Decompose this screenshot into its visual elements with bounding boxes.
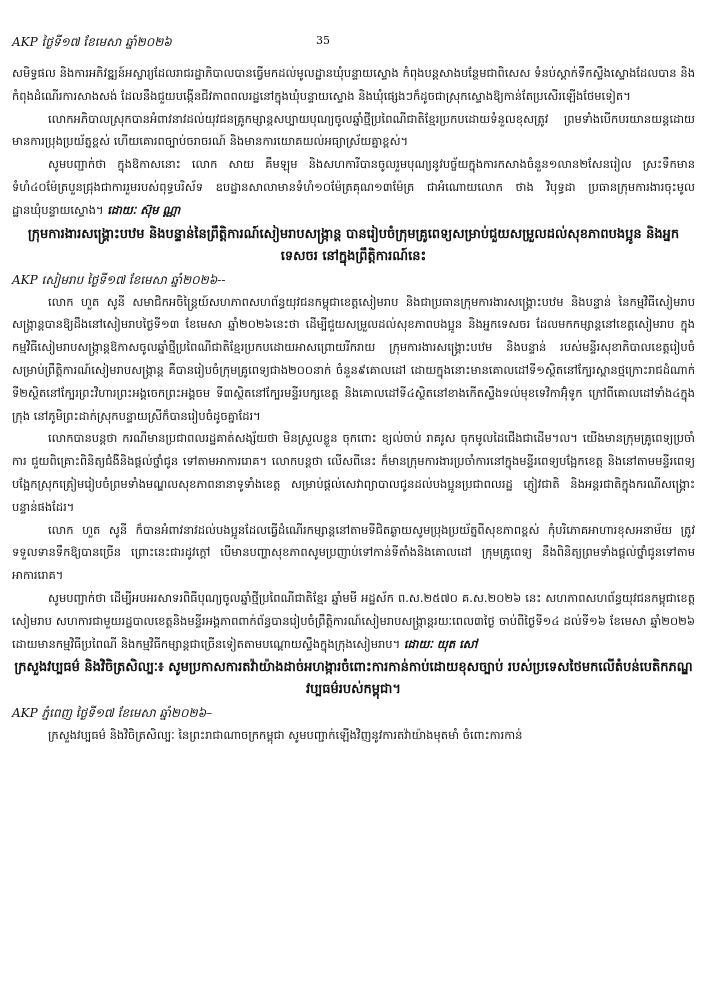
- story2-dateline: AKP សៀមរាប ថ្ងៃទី១៧ ខែមេសា ឆ្នាំ២០២៦--: [12, 272, 226, 287]
- story3-headline: ក្រសួងវប្បធម៌ និងវិចិត្រសិល្បៈ៖ សូមប្រកាសការតវ៉ាយ៉ាងដាច់អហង្ការចំពោះការកាន់កាប់ដោយខុសច្បាប់ របស់ប្រទេសថៃមកលើតំបន់បេតិកភណ្ឌវប្បធម៌របស់កម្ពុជា។: [14, 660, 693, 698]
- page-header: [12, 34, 695, 56]
- story2-paragraph-4-text: សូមបញ្ជាក់ថា ដើម្បីអបអរសាទរពិធីបុណ្យចូលឆ្នាំថ្មីប្រពៃណីជាតិខ្មែរ ឆ្នាំមមី អដ្ឋស័ក ព.ស.២៥៧០ គ.ស.២០២៦ នេះ សហភាពសហព័ន្ធយុវជនកម្ពុជាខេត្តសៀមរាប សហការជាមួយរដ្ឋបាលខេត្តនិងមន្ទីរអង្គភាពពាក់ព័ន្ធបានរៀបចំព្រឹត្តិការណ៍សៀមរាបសង្ក្រាន្តរយៈពេល៣ថ្ងៃ ចាប់ពីថ្ងៃទី១៤ ដល់ទី១៦ ខែមេសា ឆ្នាំ២០២៦ ដោយមានកម្មវិធីប្រពៃណី និងកម្មវិធីកម្សាន្តជាច្រើនទៀតតាមបណ្តោយស្ទឹងក្នុងក្រុងសៀមរាប។: [12, 590, 695, 651]
- story2-headline: ក្រុមការងារសង្គ្រោះបឋម និងបន្ទាន់នៃព្រឹត្តិការណ៍សៀមរាបសង្ក្រាន្ត បានរៀបចំក្រុមគ្រូពេទ្យសម្រាប់ជួយសម្រួលដល់សុខភាពបងប្អូន និងអ្នកទេសចរ នៅក្នុងព្រឹត្តិការណ៍នេះ: [27, 226, 680, 264]
- story1-paragraph-2: លោកអភិបាលស្រុកបានអំពាវនាវដល់យុវជនគ្រូកម្សាន្តសប្បាយបុណ្យចូលឆ្នាំថ្មីប្រពៃណីជាតិខ្មែរប្រកបដោយទំនួលខុសត្រូវ ព្រមទាំងបើកបរយានយន្តដោយមានការប្រុងប្រយ័ត្នខ្ពស់ ហើយគោរពច្បាប់ចរាចរណ៍ និងមានការយោគយល់អធ្យាស្រ័យគ្នាខ្ពស់។: [12, 111, 695, 149]
- story3-dateline: AKP ភ្នំពេញ ថ្ងៃទី១៧ ខែមេសា ឆ្នាំ២០២៦–: [12, 706, 213, 721]
- story2-paragraph-2: លោកបានបន្តថា ករណីមានប្រជាពលរដ្ឋគាត់សង្ស័យថា មិនស្រួលខ្លួន ចុកពោះ ខ្យល់ចាប់ រាគរូស ចុកមូលដៃជើងជាដើម។ល។ យើងមានក្រុមគ្រូពេទ្យប្រចាំការ ជួយពិគ្រោះពិនិត្យជំងឺនិងផ្តល់ថ្នាំជូន ទៅតាមអាការរោគ។ លោកបន្តថា លើសពីនេះ ក៏មានក្រុមការងារប្រចាំការនៅក្នុងមន្ទីរពេទ្យបង្អែកខេត្ត និងនៅតាមមន្ទីរពេទ្យបង្អែកស្រុកត្រៀមរៀបចំព្រមទាំងមណ្ឌលសុខភាពនានាទូទាំងខេត្ត សម្រាប់ផ្តល់សេវាព្យាបាលជូនដល់បងប្អូនប្រជាពលរដ្ឋ ភ្ញៀវជាតិ និងអន្តរជាតិក្នុងករណីសង្គ្រោះបន្ទាន់ផងដែរ។: [12, 431, 695, 514]
- story3-paragraph-1: ក្រសួងវប្បធម៌ និងវិចិត្រសិល្បៈ នៃព្រះរាជាណាចក្រកម្ពុជា សូមបញ្ជាក់ឡើងវិញនូវការតវ៉ាយ៉ាងមុតមាំ ចំពោះការកាន់: [48, 728, 523, 743]
- page-content: [12, 62, 695, 747]
- story2-paragraph-1: លោក ហួត សូនី សមាជិកអចិន្ត្រៃយ៍សហភាពសហព័ន្ធយុវជនកម្ពុជាខេត្តសៀមរាប និងជាប្រធានក្រុមការងារសង្គ្រោះបឋម និងបន្ទាន់ នៃកម្មវិធីសៀមរាបសង្ក្រាន្តបានឱ្យដឹងនៅសៀមរាបថ្ងៃទី១៣ ខែមេសា ឆ្នាំ២០២៦នេះថា ដើម្បីជួយសម្រួលដល់សុខភាពបងប្អូន និងអ្នកទេសចរ ដែលមកកម្សាន្តនៅខេត្តសៀមរាប ក្នុងកម្មវិធីសៀមរាបសង្ក្រាន្តឱកាសចូលឆ្នាំថ្មីប្រពៃណីជាតិខ្មែរប្រកបដោយអាសព្រោយរីករាយ ក្រុមការងារសង្គ្រោះបឋម និងបន្ទាន់ របស់មន្ទីរសុខាភិបាលខេត្តរៀបចំសម្រាប់ព្រឹត្តិការណ៍សៀមរាបសង្ក្រាន្ត គឺបានរៀបចំក្រុមគ្រូពេទ្យជាង២០០នាក់ ចំនួន៩គោលដៅ ដោយក្នុងនោះមានគោលដៅទី១ស្ថិតនៅក្បែរស្ពានថ្មក្រោះរាជដំណាក់ ទី២ស្ថិតនៅក្បែរព្រះវិហារព្រះអង្គចេកព្រះអង្គចម ទី៣ស្ថិតនៅក្បែរមន្ទីរបក្សខេត្ត និងគោលដៅទី៤ស្ថិតនៅខាងកើតស្ទឹងទល់មុខទេវិកាអ៊ុំទូក ក្រៅពីគោលដៅទាំង៤ក្នុងក្រុង នៅភូមិព្រះដាក់ស្រុកបន្ទាយស្រីក៏បានរៀបចំដូចគ្នាដែរ។: [12, 294, 695, 423]
- story2-paragraph-4: [12, 587, 695, 655]
- story2-paragraph-3: លោក ហួត សូនី ក៏បានអំពាវនាវដល់បងប្អូនដែលធ្វើដំណើរកម្សាន្តនៅតាមទីជិតឆ្ងាយសូមប្រុងប្រយ័ត្នពីសុខភាពខ្ពស់ កុំបរិភោគអាហារខុសអនាម័យ ត្រូវទទួលទានទឹកឱ្យបានច្រើន ព្រោះនេះជារដូវក្តៅ បើមានបញ្ហាសុខភាពសូមប្រញាប់ទៅកាន់ទីតាំងនិងគោលដៅ ក្រុមគ្រូពេទ្យ នឹងពិនិត្យព្រមទាំងផ្តល់ថ្នាំជូនទៅតាមអាការរោគ។: [12, 522, 695, 583]
- page-number: 35: [316, 34, 330, 47]
- header-date: AKP ថ្ងៃទី១៧ ខែមេសា ឆ្នាំ២០២៦: [12, 35, 172, 49]
- story2-byline: ដោយៈ យុត សៅ: [403, 636, 478, 651]
- story1-byline: ដោយៈ ស៊ុម ណ្ណា: [107, 202, 181, 217]
- story1-paragraph-1: សមិទ្ធផល និងការអភិវឌ្ឍន៍អស្ចារ្យដែលរាជរដ្ឋាភិបាលបានធ្វើមកដល់មូលដ្ឋានឃុំបន្ទាយស្ទោង កំពុងបន្តសាងបន្ថែមជាពិសេស ទំនប់ស្តាក់ទឹកស្ទឹងស្ទោងដែលបាន និងកំពុងដំណើរការសាងសង់ ដែលនឹងជួយបង្កើនជីវភាពពលរដ្ឋនៅក្នុងឃុំបន្ទាយស្ទោង និងឃុំផ្សេងៗក៏ដូចជាស្រុកស្ទោងឱ្យកាន់តែប្រសើរឡើងថែមទៀត។: [12, 66, 695, 103]
- story1-paragraph-3: [12, 153, 695, 221]
- story1-paragraph-3-text: សូមបញ្ជាក់ថា ក្នុងឱកាសនោះ លោក សាយ គឹមឡុម និងសហការីបានចូលរួមបុណ្យនូវបច្ច័យក្នុងការកសាងចំនួន១លាន២សែនរៀល ស្រះទឹកមានទំហំ៤០ម៉ែត្របួនជ្រុងជាការរួមរបស់ពុទ្ធបរិស័ទ ឧបដ្ឋានសាលាមានទំហំ១០ម៉ែត្រគុណ១៣ម៉ែត្រ ជាអំណោយលោក ថាង វិបុទ្ធដា ប្រធានក្រុមការងារចុះមូលដ្ឋានឃុំបន្ទាយស្ទោង។: [12, 157, 695, 217]
